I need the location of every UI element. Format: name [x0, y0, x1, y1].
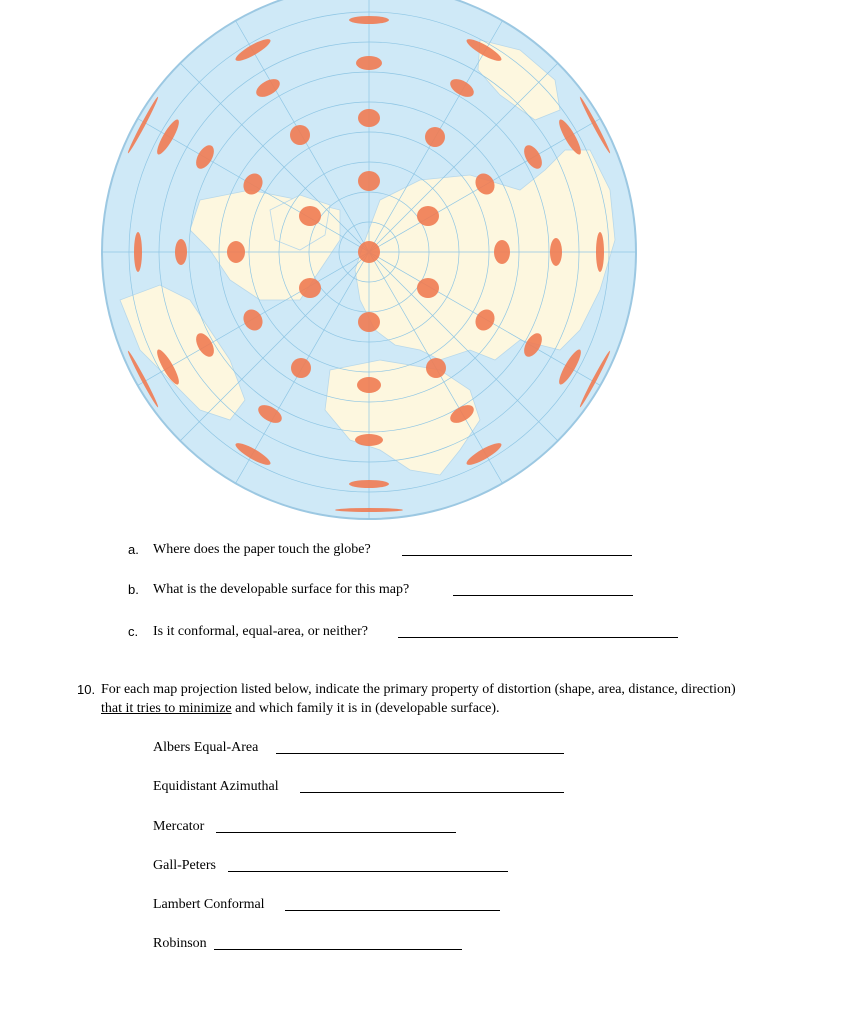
- answer-blank[interactable]: [276, 739, 564, 754]
- question-letter: c.: [128, 624, 139, 639]
- answer-blank[interactable]: [398, 623, 678, 638]
- question-text: Where does the paper touch the globe?: [153, 542, 371, 557]
- projection-label: Albers Equal-Area: [153, 740, 259, 755]
- question-10-number: 10.: [77, 682, 96, 697]
- answer-blank[interactable]: [285, 896, 500, 911]
- indicatrix-pole: [358, 241, 380, 263]
- projection-label: Mercator: [153, 819, 205, 834]
- projection-label: Lambert Conformal: [153, 897, 265, 912]
- answer-blank[interactable]: [300, 778, 564, 793]
- question-text: Is it conformal, equal-area, or neither?: [153, 624, 368, 639]
- question-10-line2: and which family it is in (developable surface).: [231, 701, 500, 716]
- question-10-text: [101, 680, 836, 718]
- question-10-line1: For each map projection listed below, indicate the primary property of distortion (shape, area, distance, direction): [101, 682, 736, 697]
- answer-blank[interactable]: [402, 541, 632, 556]
- answer-blank[interactable]: [453, 581, 633, 596]
- projection-label: Equidistant Azimuthal: [153, 779, 279, 794]
- question-letter: b.: [128, 582, 139, 597]
- projection-label: Robinson: [153, 936, 207, 951]
- projection-label: Gall-Peters: [153, 858, 216, 873]
- answer-blank[interactable]: [216, 818, 456, 833]
- question-10-underlined: that it tries to minimize: [101, 701, 232, 716]
- answer-blank[interactable]: [228, 857, 508, 872]
- answer-blank[interactable]: [214, 935, 462, 950]
- question-text: What is the developable surface for this map?: [153, 582, 410, 597]
- question-letter: a.: [128, 542, 139, 557]
